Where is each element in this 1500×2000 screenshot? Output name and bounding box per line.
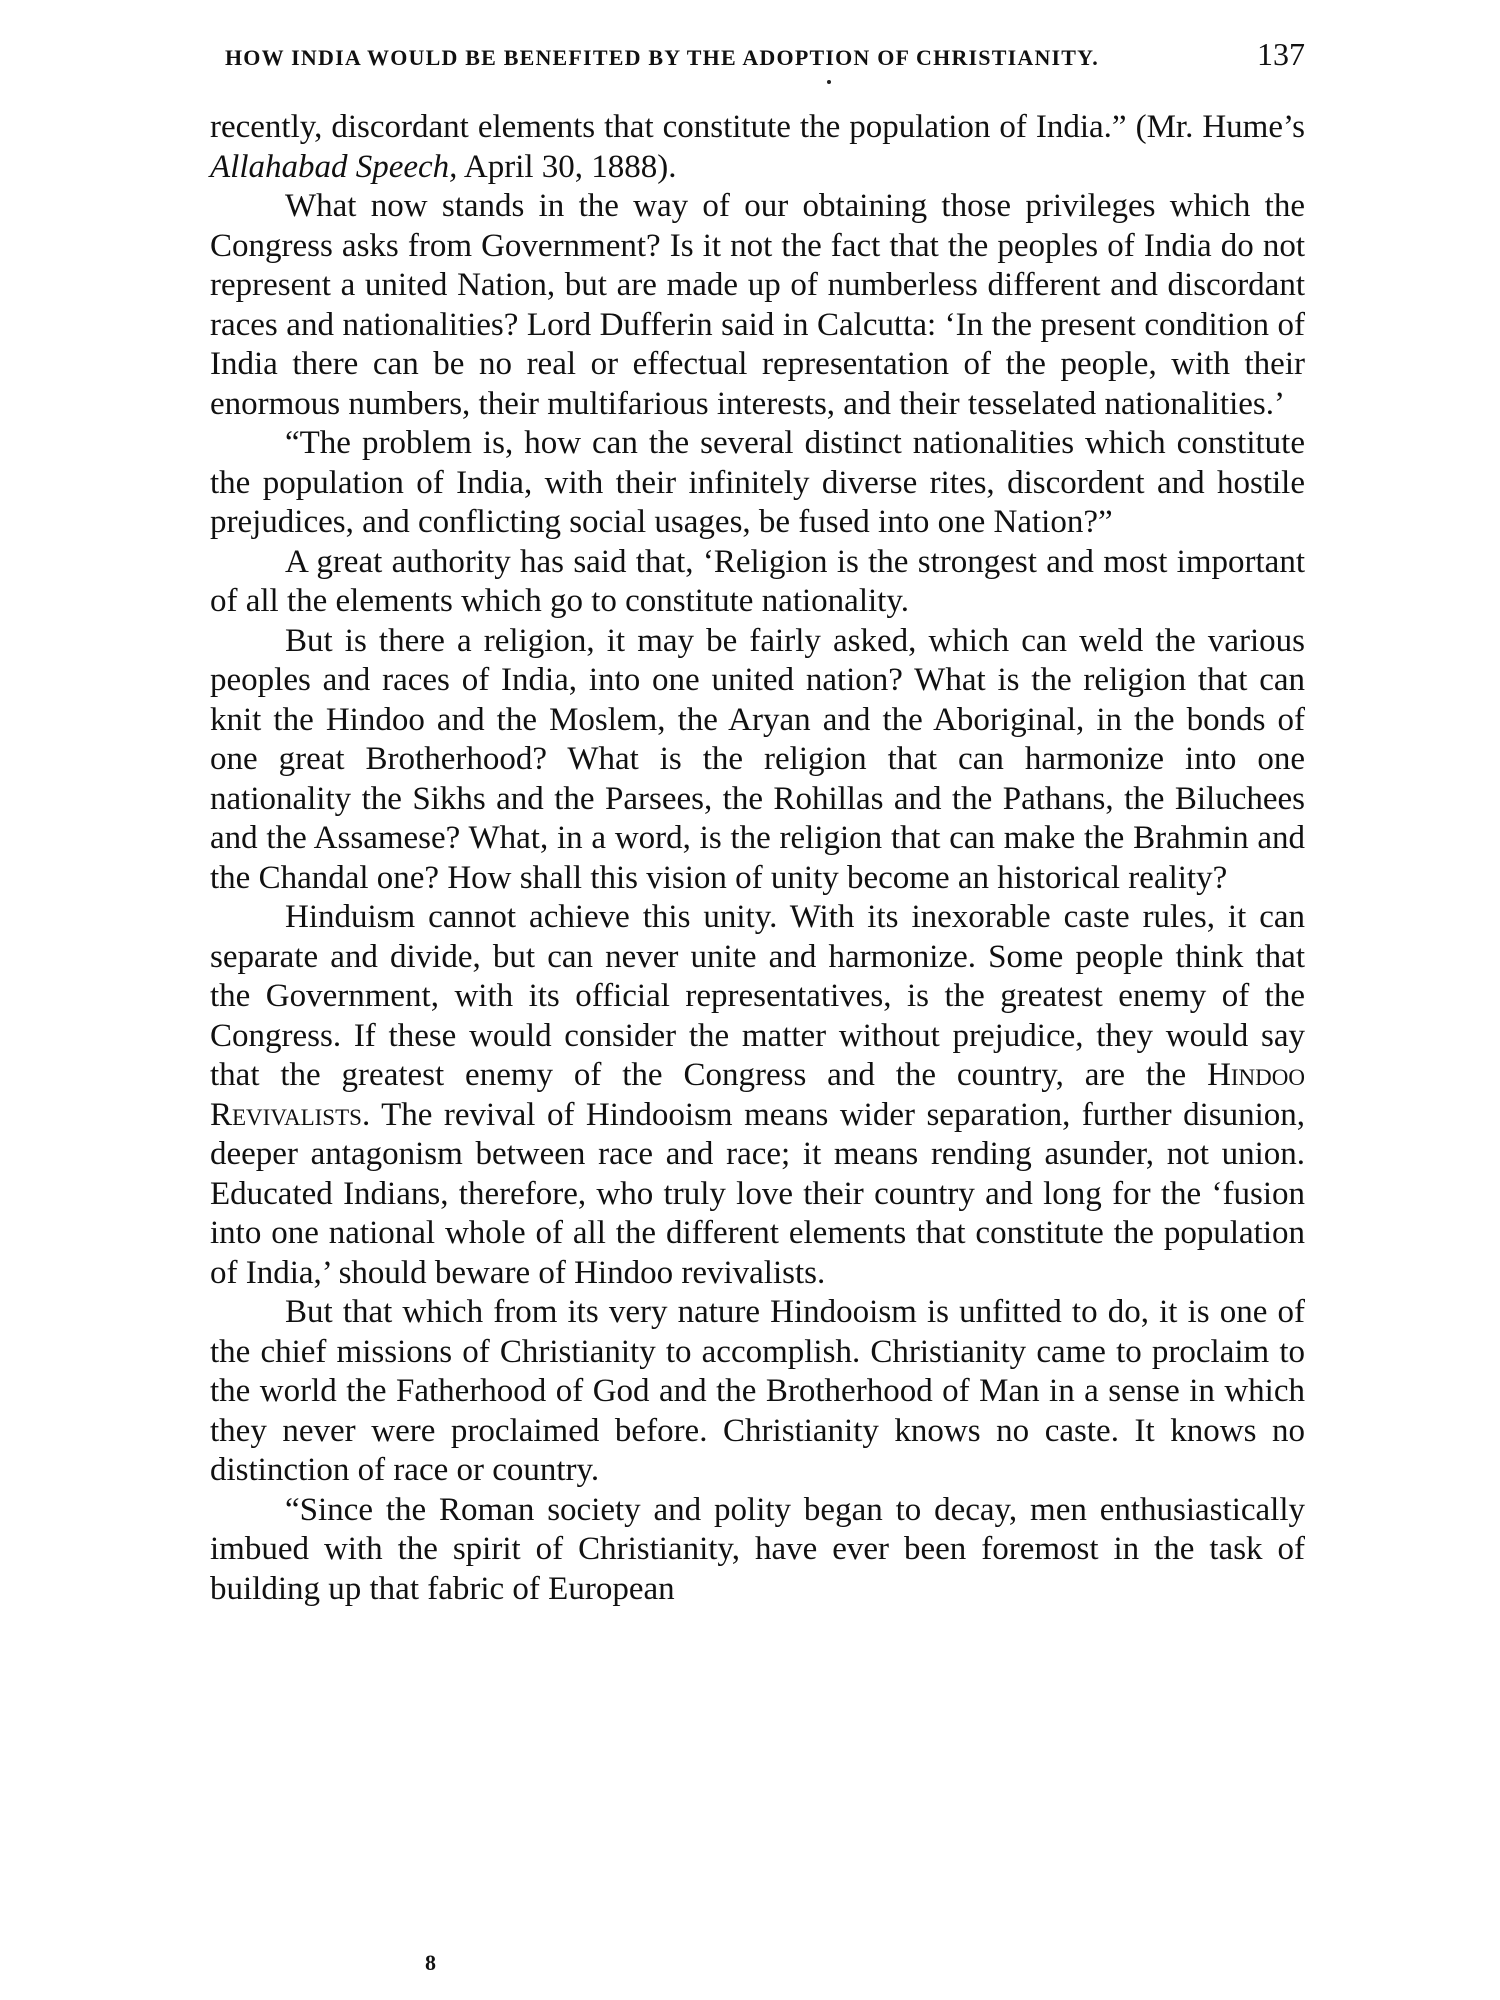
paragraph-1: recently, discordant elements that constitute the population of India.” (Mr. Hume’s Allahabad Speech, April 30, 1888).: [210, 109, 1305, 185]
speech-title: Allahabad Speech,: [210, 148, 458, 185]
running-title: HOW INDIA WOULD BE BENEFITED BY THE ADOPTION OF CHRISTIANITY.: [225, 45, 1099, 70]
body-text: [210, 108, 1305, 1609]
paragraph-7: But that which from its very nature Hindooism is unfitted to do, it is one of the chief missions of Christianity to accomplish. Christianity came to proclaim to the world the Fatherhood of God and the Brotherhood of Man in a sense in which they never were proclaimed before. Christianity knows no caste. It knows no distinction of race or country.: [210, 1294, 1305, 1488]
paragraph-8-quote: “Since the Roman society and polity began to decay, men enthusiastically imbued with the spirit of Christianity, have ever been foremost in the task of building up that fabric of European: [210, 1491, 1305, 1607]
running-head: [225, 36, 1305, 73]
page-number: 137: [1257, 36, 1305, 72]
paragraph-2: What now stands in the way of our obtaining those privileges which the Congress asks from Government? Is it not the fact that the peoples of India do not represent a united Nation, but are made up of numberless different and discordant races and nationalities? Lord Dufferin said in Calcutta: ‘In the present condition of India there can be no real or effectual representation of the people, with their enormous numbers, their multifarious interests, and their tesselated nationalities.’: [210, 188, 1305, 422]
paragraph-6: Hinduism cannot achieve this unity. With its inexorable caste rules, it can separate and divide, but can never unite and harmonize. Some people think that the Government, with its official representatives, is the greatest enemy of the Congress. If these would consider the matter without prejudice, they would say that the greatest enemy of the Congress and the country, are the Hindoo Revivalists. The revival of Hindooism means wider separation, further disunion, deeper antagonism between race and race; it means rending asunder, not union. Educated Indians, therefore, who truly love their country and long for the ‘fusion into one national whole of all the different elements that constitute the population of India,’ should beware of Hindoo revivalists.: [210, 899, 1305, 1291]
signature-mark: 8: [425, 1950, 436, 1975]
print-speck: [827, 80, 831, 84]
paragraph-4: A great authority has said that, ‘Religion is the strongest and most important of all the elements which go to constitute nationality.: [210, 543, 1305, 619]
paragraph-5: But is there a religion, it may be fairly asked, which can weld the various peoples and races of India, into one united nation? What is the religion that can knit the Hindoo and the Moslem, the Aryan and the Aboriginal, in the bonds of one great Brotherhood? What is the religion that can harmonize into one nationality the Sikhs and the Parsees, the Rohillas and the Pathans, the Biluchees and the Assamese? What, in a word, is the religion that can make the Brahmin and the Chandal one? How shall this vision of unity become an historical reality?: [210, 622, 1305, 896]
hindoo-revivalists-small-caps: Hindoo Revivalists: [210, 1057, 1305, 1133]
paragraph-3-quote: “The problem is, how can the several distinct nationalities which constitute the population of India, with their infinitely diverse rites, discordent and hostile prejudices, and conflicting social usages, be fused into one Nation?”: [210, 425, 1305, 540]
